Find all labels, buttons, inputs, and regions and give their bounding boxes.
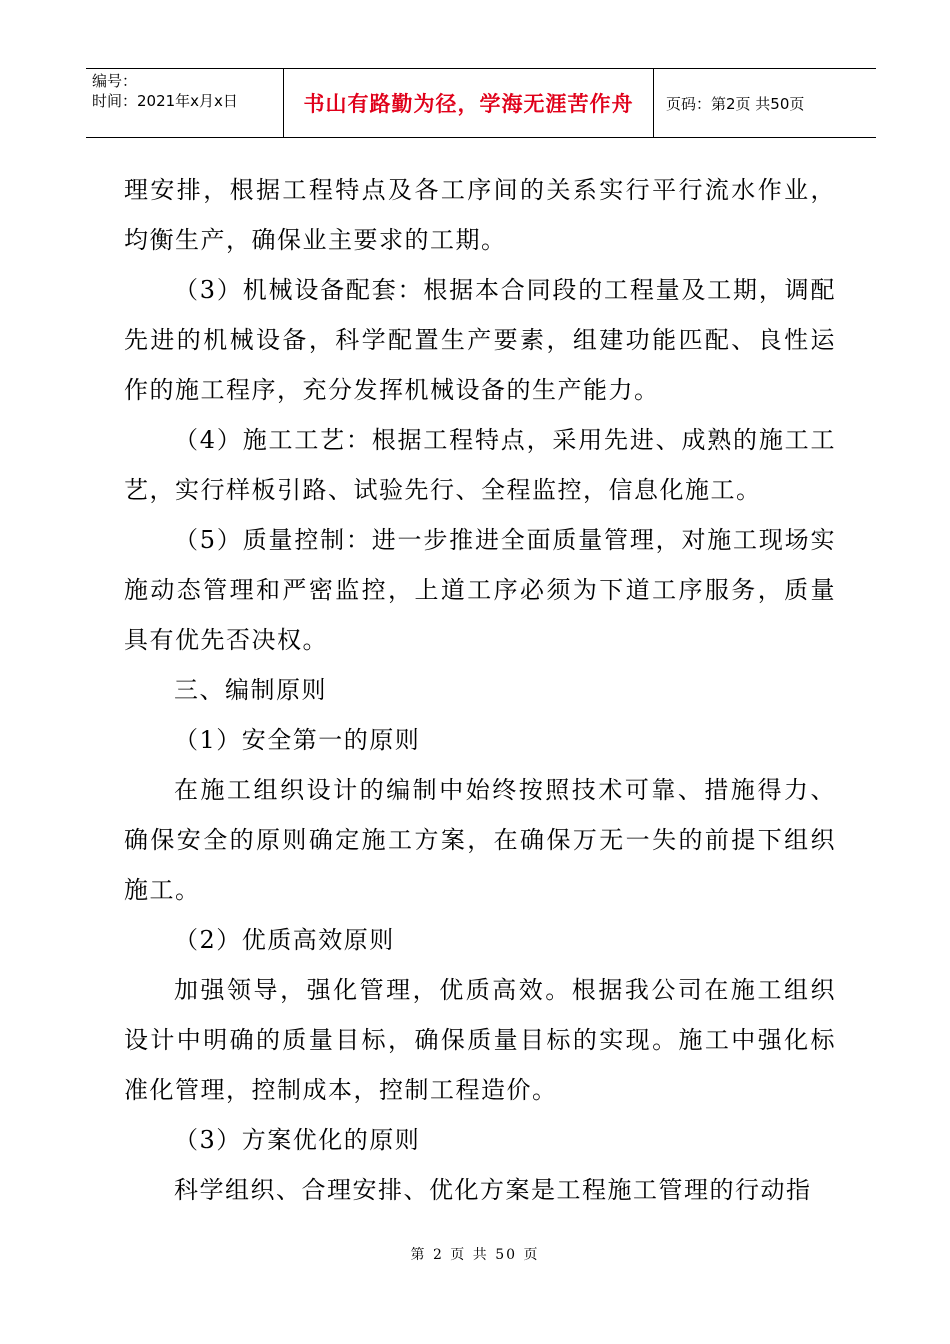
header-meta <box>86 69 284 137</box>
paragraph-optimization: 科学组织、合理安排、优化方案是工程施工管理的行动指 <box>174 1176 812 1204</box>
document-number-label: 编号： <box>92 72 138 90</box>
paragraph-machinery: （3）机械设备配套：根据本合同段的工程量及工期，调配先进的机械设备，科学配置生产要素，组建功能匹配、良性运作的施工程序，充分发挥机械设备的生产能力。 <box>124 276 836 404</box>
section-heading: 三、编制原则 <box>174 676 327 704</box>
paragraph-safety: 在施工组织设计的编制中始终按照技术可靠、措施得力、确保安全的原则确定施工方案，在确保万无一失的前提下组织施工。 <box>124 776 836 904</box>
page-header <box>86 68 876 138</box>
header-motto: 书山有路勤为径，学海无涯苦作舟 <box>303 92 634 116</box>
subheading-quality-efficiency: （2）优质高效原则 <box>174 926 395 954</box>
paragraph-process: （4）施工工艺：根据工程特点，采用先进、成熟的施工工艺，实行样板引路、试验先行、全程监控，信息化施工。 <box>124 426 836 504</box>
page-footer: 第 2 页 共 50 页 <box>410 1247 540 1263</box>
document-body <box>124 165 836 1215</box>
subheading-optimization: （3）方案优化的原则 <box>174 1126 421 1154</box>
document-time-label: 时间：2021年x月x日 <box>92 92 238 110</box>
header-motto-cell <box>284 69 654 137</box>
paragraph-continuation: 理安排，根据工程特点及各工序间的关系实行平行流水作业，均衡生产，确保业主要求的工期。 <box>124 176 836 254</box>
paragraph-quality-efficiency: 加强领导，强化管理，优质高效。根据我公司在施工组织设计中明确的质量目标，确保质量目标的实现。施工中强化标准化管理，控制成本，控制工程造价。 <box>124 976 836 1104</box>
subheading-safety: （1）安全第一的原则 <box>174 726 421 754</box>
header-page-info: 页码：第2页 共50页 <box>666 94 805 113</box>
paragraph-quality-control: （5）质量控制：进一步推进全面质量管理，对施工现场实施动态管理和严密监控，上道工序必须为下道工序服务，质量具有优先否决权。 <box>124 526 836 654</box>
